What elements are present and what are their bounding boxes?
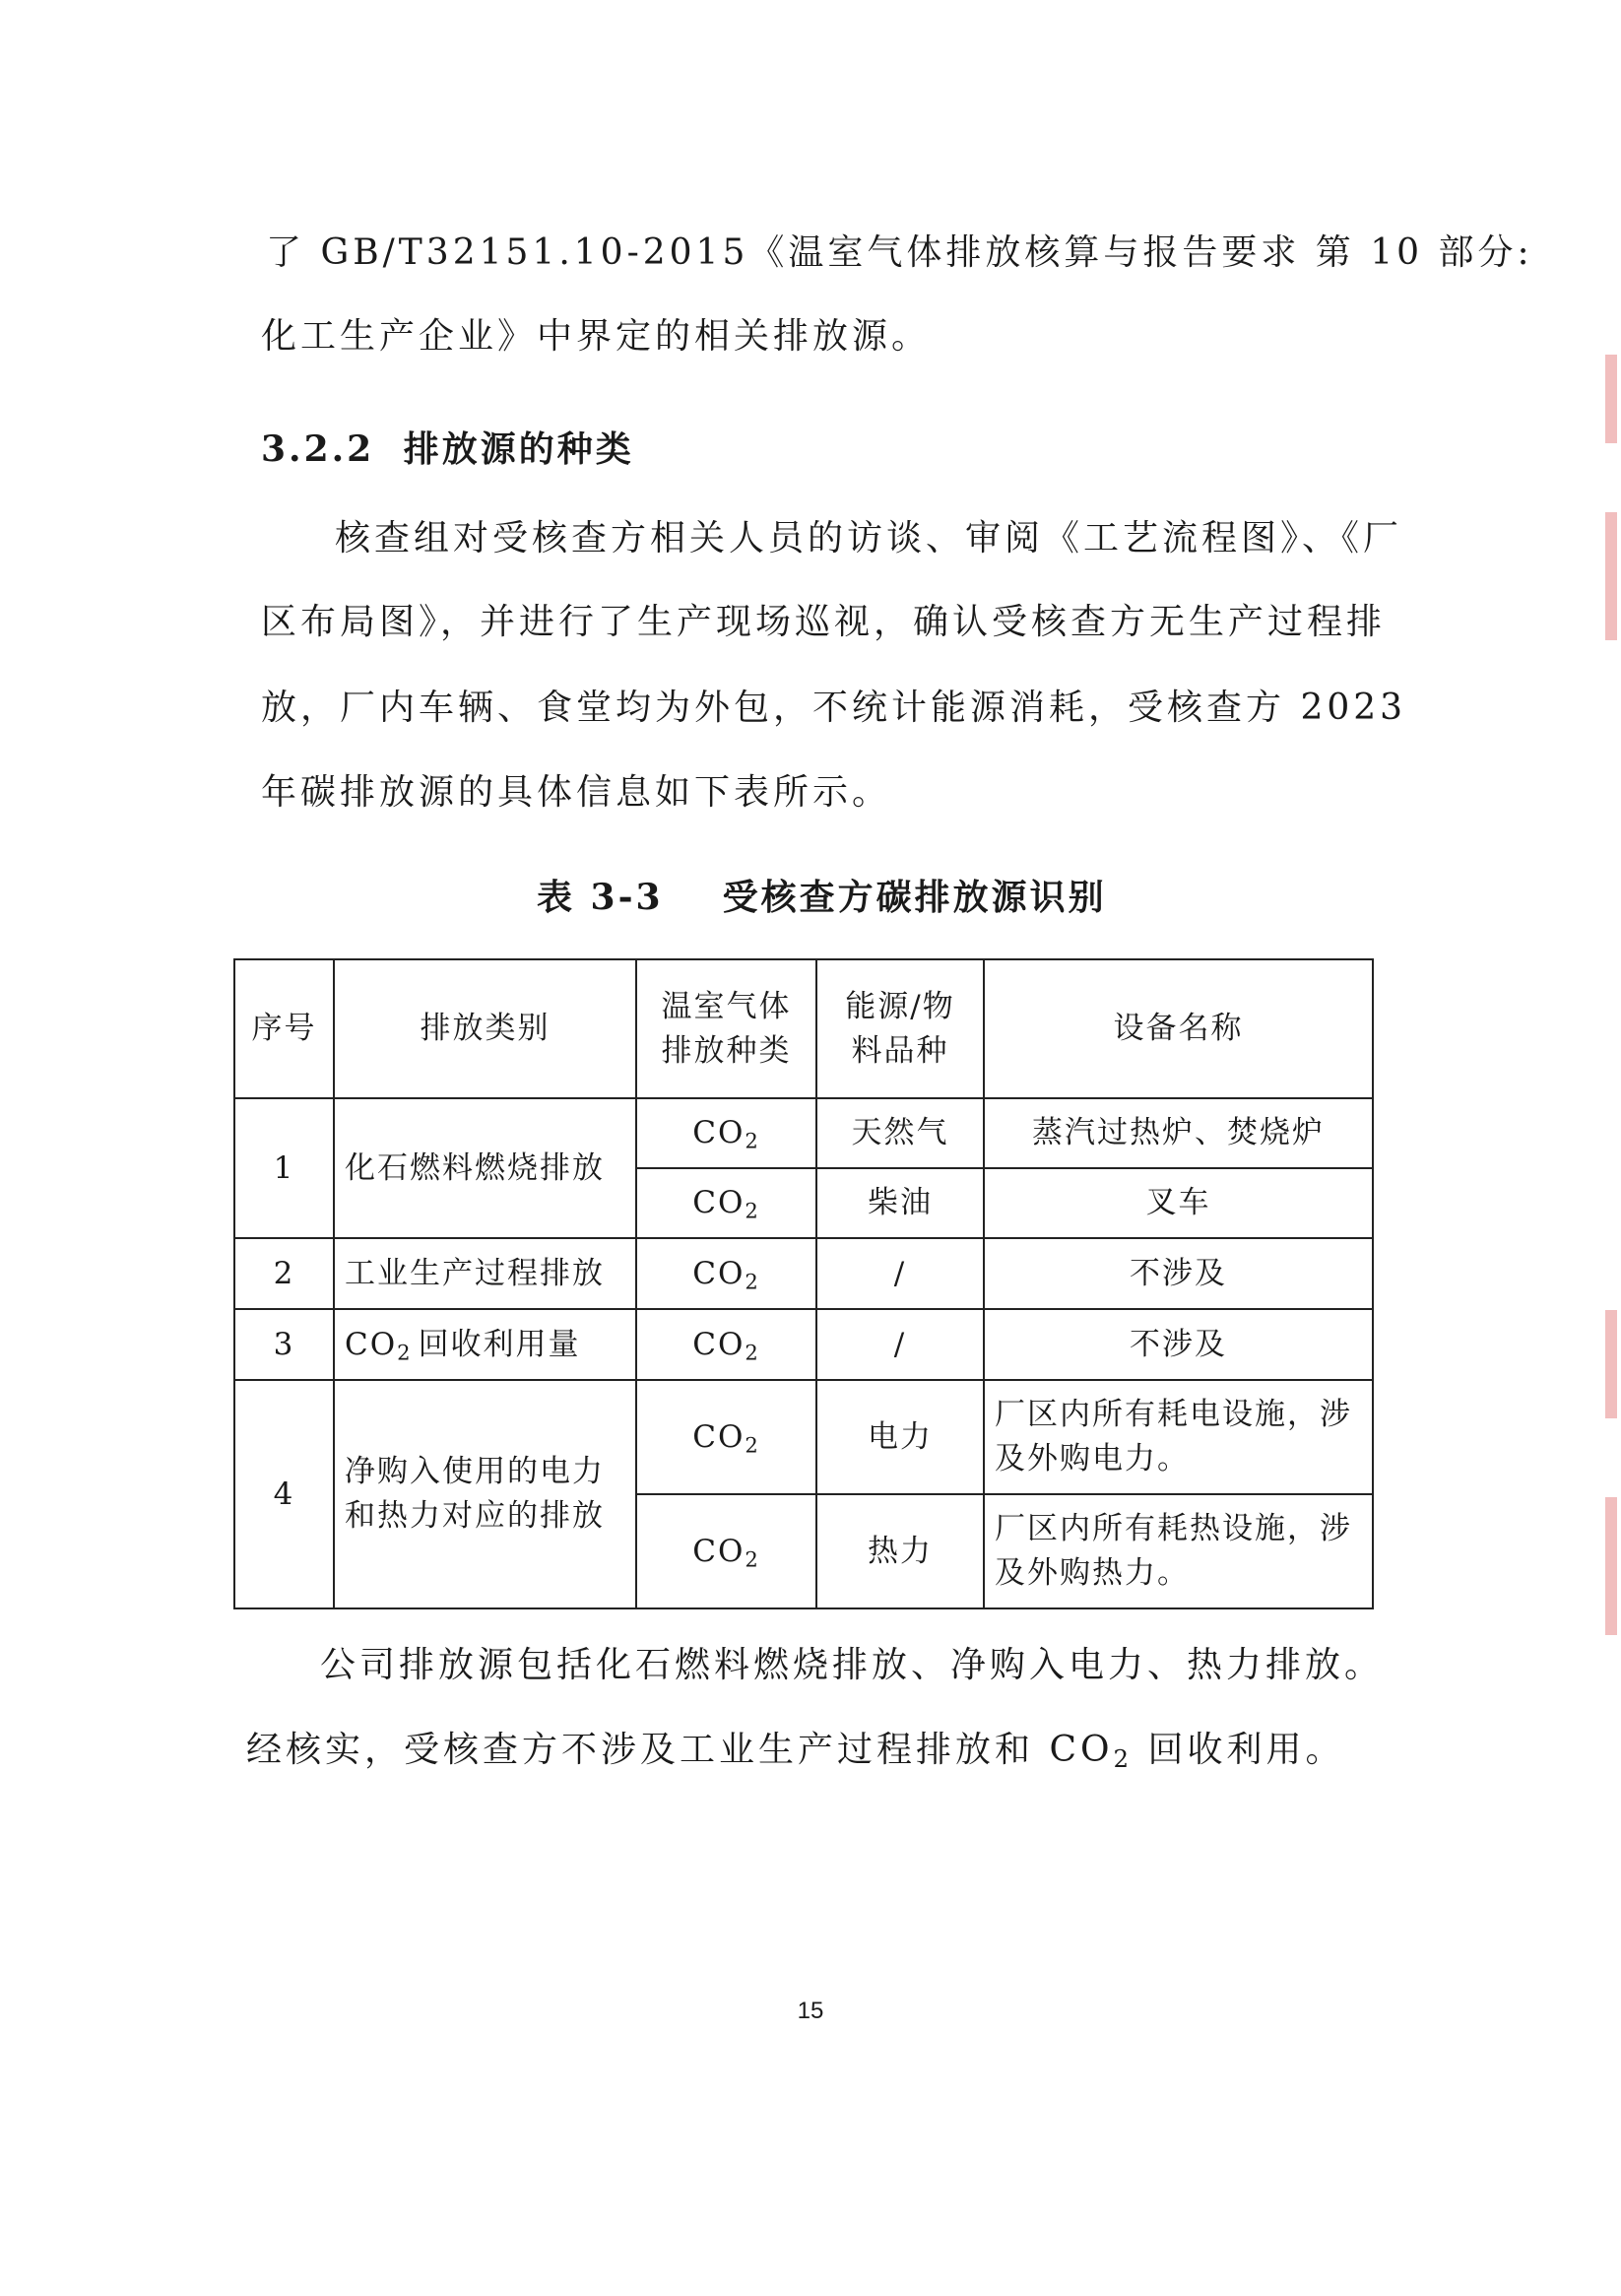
cell-gas: $CO_2$ xyxy=(636,1494,816,1608)
cell-gas: $CO_2$ xyxy=(636,1238,816,1309)
section-number: 3.2.2 xyxy=(261,428,375,470)
cell-energy: 柴油 xyxy=(816,1168,984,1238)
body-line-3: 放，厂内车辆、食堂均为外包，不统计能源消耗，受核查方 2023 xyxy=(261,688,1407,728)
table-row xyxy=(234,1309,1373,1380)
header-energy-line-2: 料品种 xyxy=(851,1032,949,1069)
cell-gas: $CO_2$ xyxy=(636,1168,816,1238)
cell-equipment-line-2: 及外购热力。 xyxy=(995,1555,1190,1591)
cell-energy: / xyxy=(816,1309,984,1380)
conclusion-line-1: 公司排放源包括化石燃料燃烧排放、净购入电力、热力排放。 xyxy=(320,1645,1385,1685)
section-title: 排放源的种类 xyxy=(403,428,634,470)
cell-gas: $CO_2$ xyxy=(636,1309,816,1380)
table-row xyxy=(234,1380,1373,1494)
cell-equipment-line-1: 厂区内所有耗热设施，涉 xyxy=(995,1511,1352,1547)
cell-energy: 天然气 xyxy=(816,1098,984,1168)
cell-category: 工业生产过程排放 xyxy=(334,1238,636,1309)
body-line-4: 年碳排放源的具体信息如下表所示。 xyxy=(261,772,892,813)
cell-equipment: 叉车 xyxy=(984,1168,1373,1238)
cell-equipment: 不涉及 xyxy=(984,1309,1373,1380)
cell-category-line-2: 和热力对应的排放 xyxy=(345,1498,605,1534)
seal-edge-mark xyxy=(1605,355,1617,443)
cell-seq: 4 xyxy=(234,1380,334,1608)
seal-edge-mark xyxy=(1605,512,1617,640)
seal-edge-mark xyxy=(1605,1497,1617,1635)
intro-line-1: 了 GB/T32151.10-2015《温室气体排放核算与报告要求 第 10 部分: xyxy=(266,232,1533,273)
cell-equipment xyxy=(984,1494,1373,1608)
emission-source-table xyxy=(233,958,1374,1609)
body-line-2: 区布局图》，并进行了生产现场巡视，确认受核查方无生产过程排 xyxy=(261,602,1387,642)
page-number: 15 xyxy=(797,1998,824,2024)
cell-energy: 电力 xyxy=(816,1380,984,1494)
header-gas-line-1: 温室气体 xyxy=(661,988,792,1024)
intro-line-2: 化工生产企业》中界定的相关排放源。 xyxy=(261,316,932,357)
table-header-row xyxy=(234,959,1373,1098)
table-caption xyxy=(537,870,1107,920)
cell-energy: 热力 xyxy=(816,1494,984,1608)
table-caption-title: 受核查方碳排放源识别 xyxy=(722,877,1107,918)
cell-equipment: 蒸汽过热炉、焚烧炉 xyxy=(984,1098,1373,1168)
header-energy-line-1: 能源/物 xyxy=(845,988,955,1024)
header-equipment: 设备名称 xyxy=(984,959,1373,1098)
cell-category xyxy=(334,1380,636,1608)
cell-category: $CO_2$ 回收利用量 xyxy=(334,1309,636,1380)
cell-equipment-line-2: 及外购电力。 xyxy=(995,1441,1190,1476)
cell-gas: $CO_2$ xyxy=(636,1098,816,1168)
body-line-1: 核查组对受核查方相关人员的访谈、审阅《工艺流程图》、《厂 xyxy=(335,518,1403,558)
header-category: 排放类别 xyxy=(334,959,636,1098)
table-caption-number: 表 3-3 xyxy=(537,877,664,918)
cell-gas: $CO_2$ xyxy=(636,1380,816,1494)
seal-edge-mark xyxy=(1605,1310,1617,1418)
cell-energy: / xyxy=(816,1238,984,1309)
cell-seq: 3 xyxy=(234,1309,334,1380)
table-row xyxy=(234,1238,1373,1309)
table-row xyxy=(234,1098,1373,1168)
cell-seq: 2 xyxy=(234,1238,334,1309)
section-heading xyxy=(261,422,634,472)
header-gas xyxy=(636,959,816,1098)
cell-equipment-line-1: 厂区内所有耗电设施，涉 xyxy=(995,1397,1352,1433)
header-seq: 序号 xyxy=(234,959,334,1098)
cell-category: 化石燃料燃烧排放 xyxy=(334,1098,636,1238)
conclusion-line-2: 经核实，受核查方不涉及工业生产过程排放和 $CO_2$ 回收利用。 xyxy=(246,1730,1345,1774)
cell-category-line-1: 净购入使用的电力 xyxy=(345,1454,605,1490)
cell-seq: 1 xyxy=(234,1098,334,1238)
cell-equipment xyxy=(984,1380,1373,1494)
cell-category-suffix: 回收利用量 xyxy=(418,1326,581,1362)
cell-equipment: 不涉及 xyxy=(984,1238,1373,1309)
header-gas-line-2: 排放种类 xyxy=(661,1032,792,1069)
header-energy xyxy=(816,959,984,1098)
